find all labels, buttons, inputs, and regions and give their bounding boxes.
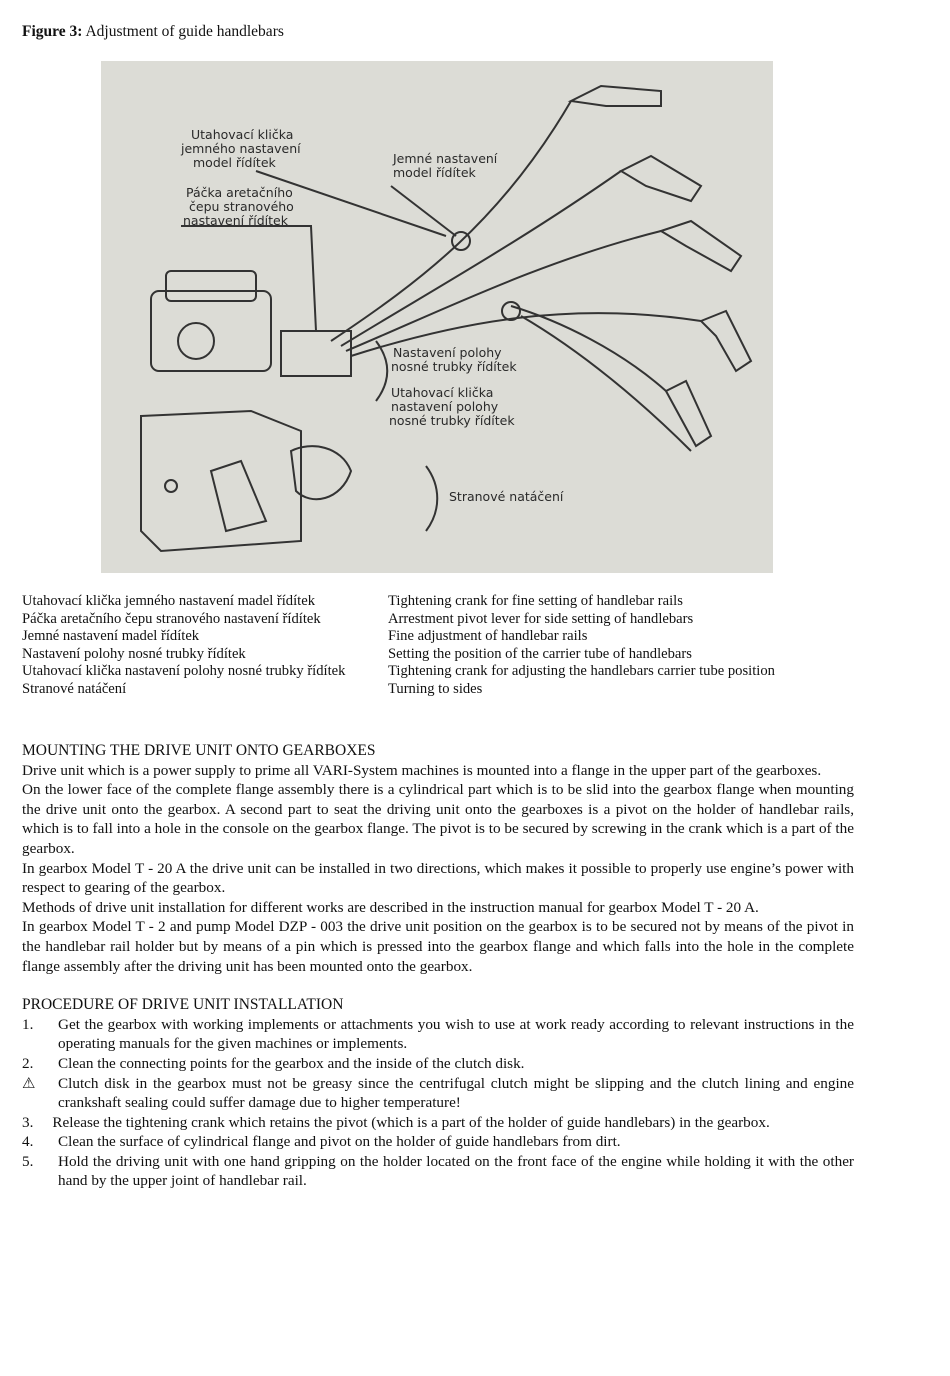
step-text: Release the tightening crank which retains the pivot (which is a part of the holder of guide handlebars) in the gearbox. [52,1113,770,1131]
gearbox-housing [141,411,301,551]
list-item [22,1015,854,1054]
rail-joint [502,302,520,320]
warning-text: Clutch disk in the gearbox must not be greasy since the centrifugal clutch might be slipping and the clutch lining and engine crankshaft sealing could suffer damage due to higher temperature! [58,1074,854,1112]
handlebar-grip [621,156,701,201]
legend-czech: Utahovací klička jemného nastavení madel řídítek [22,593,315,609]
paragraph: On the lower face of the complete flange assembly there is a cylindrical part which is to be slid into the gearbox flange when mounting the drive unit onto the gearbox. A second part to seat the driving unit onto the gearboxes is a pivot on the holder of handlebar rails, which is to fall into a hole in the console on the gearbox flange. The pivot is to be secured by screwing in the crank which is a part of the gearbox. [22,781,854,857]
step-number: 3. [22,1113,34,1131]
diagram-label: Páčka aretačního [186,185,293,200]
step-number: 4. [22,1133,34,1151]
document-body [22,741,854,1191]
figure-caption [22,22,284,42]
handlebar-holder [281,331,351,376]
step-number: 5. [22,1152,34,1170]
diagram-label: nosné trubky řídítek [391,359,517,374]
gearbox-bolt [165,480,177,492]
handlebar-grip [571,86,661,106]
paragraph: In gearbox Model T - 20 A the drive unit can be installed in two directions, which makes it possible to properly use engine’s power with respect to gearing of the gearbox. [22,859,854,897]
diagram-label: nastavení polohy [391,399,499,414]
diagram-label: Nastavení polohy [393,345,502,360]
legend-row [22,611,842,629]
gearbox-flange [211,461,266,531]
legend-english: Turning to sides [388,680,483,697]
paragraph: Methods of drive unit installation for different works are described in the instruction manual for gearbox Model T - 20 A. [22,898,759,916]
step-text: Hold the driving unit with one hand gripping on the holder located on the front face of the engine while holding it with the other hand by the upper joint of handlebar rail. [58,1152,854,1190]
step-number: 1. [22,1015,34,1033]
paragraph: Drive unit which is a power supply to prime all VARI-System machines is mounted into a flange in the upper part of the gearboxes. [22,761,822,779]
legend-czech: Nastavení polohy nosné trubky řídítek [22,645,246,662]
legend-czech: Jemné nastavení madel řídítek [22,628,200,645]
diagram-label: Jemné nastavení [393,151,498,166]
handlebar-grip [661,221,741,271]
list-item [22,1113,854,1133]
diagram-label: model řídítek [393,165,476,180]
warning-icon: ⚠ [22,1074,36,1092]
figure-title: Adjustment of guide handlebars [82,23,284,40]
diagram-label: Utahovací klička [391,385,494,400]
legend-english: Arrestment pivot lever for side setting of handlebars [388,610,694,627]
diagram-label: Utahovací klička [191,127,294,142]
handlebar-grip [666,381,711,446]
figure-number: Figure 3: [22,23,83,40]
diagram-label: nosné trubky řídítek [389,413,515,428]
list-item [22,1054,854,1074]
legend-row [22,593,842,611]
rotation-arrow [426,466,437,531]
legend-english: Setting the position of the carrier tube of handlebars [388,645,692,662]
engine-top [166,271,256,301]
diagram-label: model řídítek [193,155,276,170]
legend-czech: Utahovací klička nastavení polohy nosné trubky řídítek [22,663,346,680]
legend-english: Tightening crank for fine setting of handlebar rails [388,593,683,609]
diagram-label: čepu stranového [189,199,294,214]
legend-czech: Stranové natáčení [22,680,127,697]
diagram-label: Stranové natáčení [449,489,564,504]
leader-line [181,226,316,331]
handlebar-rail [521,316,691,451]
step-text: Get the gearbox with working implements or attachments you wish to use at work ready according to relevant instructions in the operating manuals for the given machines or implements. [58,1015,854,1053]
warning-item [22,1074,854,1113]
legend-row [22,628,842,646]
handlebar-grip [701,311,751,371]
handlebar-rail [341,171,621,346]
legend-row [22,646,842,664]
section-heading-procedure: PROCEDURE OF DRIVE UNIT INSTALLATION [22,996,344,1014]
step-text: Clean the connecting points for the gearbox and the inside of the clutch disk. [58,1054,525,1072]
list-item [22,1152,854,1191]
diagram-label: nastavení řídítek [183,213,288,228]
diagram-label: jemného nastavení [181,141,301,156]
legend-row [22,681,842,699]
section-heading-mounting: MOUNTING THE DRIVE UNIT ONTO GEARBOXES [22,742,376,759]
legend-czech: Páčka aretačního čepu stranového nastavení řídítek [22,610,321,627]
legend-row [22,663,842,681]
step-number: 2. [22,1054,34,1072]
rotation-arrow [376,341,387,401]
step-text: Clean the surface of cylindrical flange and pivot on the holder of guide handlebars from dirt. [58,1133,621,1151]
paragraph: In gearbox Model T - 2 and pump Model DZP - 003 the drive unit position on the gearbox is to be secured not by means of the pivot in the handlebar rail holder but by means of a pin which is pressed into the gearbox flange and which falls into the hole in the complete flange assembly after the driving unit has been mounted onto the gearbox. [22,918,854,975]
figure-legend [22,593,842,699]
legend-english: Fine adjustment of handlebar rails [388,628,588,645]
handlebar-rail [511,306,666,391]
diagram-labels [180,127,564,504]
handlebar-diagram [101,61,773,573]
legend-english: Tightening crank for adjusting the handlebars carrier tube position [388,663,775,680]
handlebar-adjustment-figure [101,61,773,573]
list-item [22,1132,854,1152]
engine-flywheel [178,323,214,359]
